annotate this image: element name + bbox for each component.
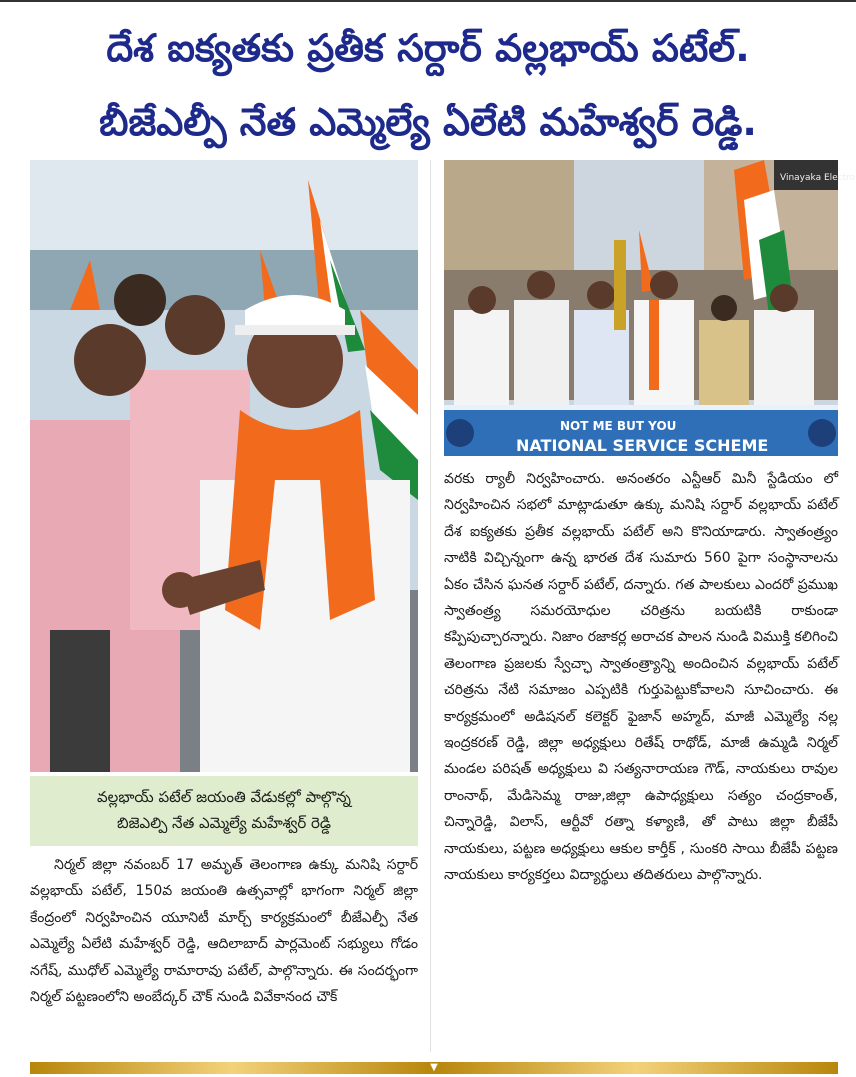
photo-unity-march-rally: [444, 160, 856, 456]
banner-nss: NATIONAL SERVICE SCHEME: [516, 436, 769, 455]
caption-line-1: వల్లభాయ్ పటేల్ జయంతి వేడుకల్లో పాల్గొన్న: [97, 788, 351, 806]
top-rule: [0, 0, 856, 2]
footer-chevron-icon: ▼: [430, 1062, 438, 1073]
caption-line-2: బిజెఎల్పి నేత ఎమ్మెల్యే మహేశ్వర్ రెడ్డి: [117, 814, 331, 832]
article-paragraph-right: వరకు ర్యాలీ నిర్వహించారు. అనంతరం ఎన్టీఆర్ మినీ స్టేడియం లో నిర్వహించిన సభలో మాట్లాడుతూ ఉక్కు మనిషి సర్దార్ వల్లభాయ్ పటేల్ దేశ ఐక్యతకు ప్రతీక వల్లభాయ్ పటేల్ అని కొనియాడారు. స్వాతంత్ర్యం నాటికి విచ్చిన్నంగా ఉన్న భారత దేశ సుమారు 560 పైగా సంస్థానాలను ఏకం చేసిన ఘనత సర్దార్ పటేల్, దన్నారు. గత పాలకులు ఎందరో ప్రముఖ స్వాతంత్ర్య సమరయోధుల చరిత్రను బయటికి రాకుండా కప్పిపుచ్చారన్నారు. నిజాం రజాకర్ల అరాచక పాలన నుండి విముక్తి కలిగించి తెలంగాణ ప్రజలకు స్వేచ్ఛా స్వాతంత్ర్యాన్ని అందించిన వల్లభాయ్ పటేల్ చరిత్రను నేటి సమాజం ఎప్పటికి గుర్తుపెట్టుకోవాలని సూచించారు. ఈ కార్యక్రమంలో అడిషనల్ కలెక్టర్ ఫైజాన్ అహ్మద్, మాజీ ఎమ్మెల్యే నల్ల ఇంద్రకరణ్ రెడ్డి, జిల్లా అధ్యక్షులు రితేష్ రాథోడ్, మాజీ ఉమ్మడి నిర్మల్ మండల పరిషత్ అధ్యక్షులు వి సత్యనారాయణ గౌడ్, నాయకులు రావుల రాంనాథ్, మేడిసెమ్మ రాజు,జిల్లా ఉపాధ్యక్షులు సత్యం చంద్రకాంత్, చిన్నారెడ్డి, విలాస్, ఆర్టీవో రత్నా కళ్యాణి, తో పాటు జిల్లా బీజేపీ నాయకులు, పట్టణ అధ్యక్షులు ఆకుల కార్తీక్ , సుంకరి సాయి బీజేపీ పట్టణ నాయకులు కార్యకర్తలు విద్యార్థులు తదితరులు పాల్గొన్నారు.: [444, 471, 838, 884]
photo-leader-illustration: [30, 160, 418, 772]
photo-leader-handshake: [30, 160, 418, 772]
column-divider: [430, 160, 431, 1052]
article-column-right: [444, 466, 838, 889]
footer-decorative-band: [30, 1062, 838, 1074]
photo-caption: [30, 776, 418, 846]
photo-rally-illustration: [444, 160, 856, 456]
banner-motto: NOT ME BUT YOU: [560, 419, 677, 433]
article-column-left: [30, 852, 418, 1010]
shop-sign-text: Vinayaka Electro: [780, 173, 856, 183]
headline-line-2: బీజేఎల్పీ నేత ఎమ్మెల్యే ఏలేటి మహేశ్వర్ రెడ్డి.: [99, 100, 757, 144]
article-paragraph-left: నిర్మల్ జిల్లా నవంబర్ 17 అమృత్ తెలంగాణ ఉక్కు మనిషి సర్దార్ వల్లభాయ్ పటేల్, 150వ జయంతి ఉత్సవాల్లో భాగంగా నిర్మల్ జిల్లా కేంద్రంలో నిర్వహించిన యూనిటీ మార్చ్ కార్యక్రమంలో బీజేఎల్పీ నేత ఎమ్మెల్యే ఏలేటి మహేశ్వర్ రెడ్డి, ఆదిలాబాద్ పార్లమెంట్ సభ్యులు గోడం నగేష్, ముధోల్ ఎమ్మెల్యే రామారావు పటేల్, పాల్గొన్నారు. ఈ సందర్భంగా నిర్మల్ పట్టణంలోని అంబేద్కర్ చౌక్ నుండి వివేకానంద చౌక్: [30, 857, 418, 1006]
headline-line-1: దేశ ఐక్యతకు ప్రతీక సర్దార్ వల్లభాయ్ పటేల్.: [106, 26, 750, 70]
